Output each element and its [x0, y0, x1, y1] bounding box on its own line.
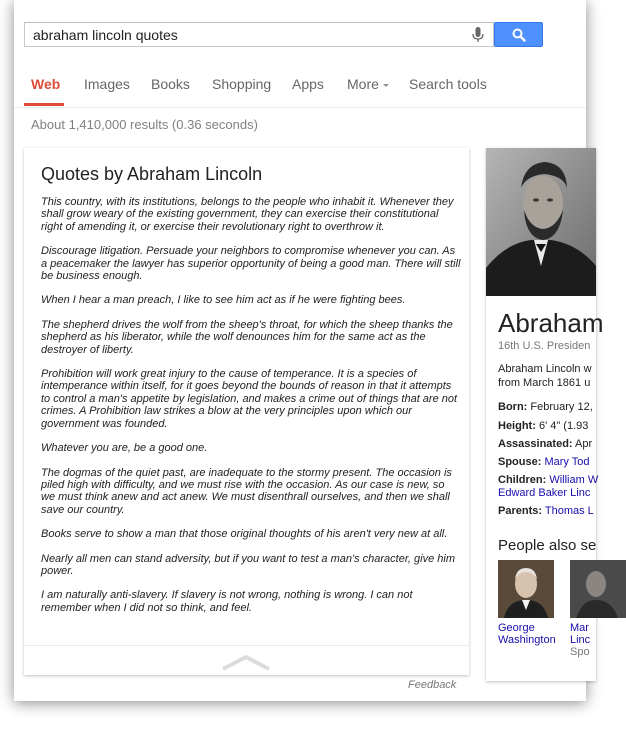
fact-parents: [498, 505, 594, 517]
related-person-thumbnail[interactable]: [570, 560, 626, 618]
quote-item: When I hear a man preach, I like to see him act as if he were fighting bees.: [41, 294, 406, 307]
quote-item: This country, with its institutions, belongs to the people who inhabit it. Whenever they shall grow weary of the existing government, they can exercise their constitutional right of amending it, or exercise their revolutionary right to overthrow it.: [41, 196, 454, 233]
quote-item: Whatever you are, be a good one.: [41, 442, 208, 455]
search-input[interactable]: [24, 22, 494, 47]
card-divider: [24, 645, 469, 646]
search-results-page: [14, 0, 604, 701]
related-person-thumbnail[interactable]: [498, 560, 554, 618]
entity-subtitle: 16th U.S. Presiden: [498, 340, 591, 352]
search-query-text: abraham lincoln quotes: [33, 27, 178, 43]
tab-more-label: More: [347, 76, 379, 92]
people-also-search-heading: People also se: [498, 537, 597, 554]
feedback-link[interactable]: Feedback: [408, 679, 457, 691]
fact-label: Assassinated:: [498, 438, 573, 450]
caret-down-icon: [383, 84, 389, 87]
fact-born: [498, 401, 593, 413]
related-person-label[interactable]: [570, 622, 590, 658]
quote-item: The dogmas of the quiet past, are inadequate to the stormy present. The occasion is piled high with difficulty, and we must rise with the occasion. As our case is new, so we must think anew and act anew. We must disenthrall ourselves, and then we shall save our country.: [41, 466, 452, 516]
fact-value: Apr: [572, 438, 593, 450]
fact-label: Parents:: [498, 505, 543, 517]
related-person-name: George: [498, 622, 535, 634]
related-person-name: Mar: [570, 622, 589, 634]
chevron-up-icon[interactable]: [221, 653, 271, 671]
parent-link[interactable]: Thomas L: [542, 505, 594, 517]
description-line: from March 1861 u: [498, 377, 591, 389]
related-person-label[interactable]: [498, 622, 556, 646]
tab-search-tools[interactable]: Search tools: [409, 76, 487, 92]
search-tabs: [14, 60, 586, 108]
related-person-subtitle: Spo: [570, 646, 590, 658]
fact-label: Born:: [498, 401, 528, 413]
fact-assassinated: [498, 438, 592, 450]
tab-images[interactable]: Images: [84, 76, 130, 92]
child-link[interactable]: Edward Baker Linc: [498, 487, 591, 499]
fact-label: Height:: [498, 420, 536, 432]
fact-spouse: [498, 456, 590, 468]
related-person-name: Linc: [570, 634, 591, 646]
fact-label: Spouse:: [498, 456, 542, 468]
tab-books[interactable]: Books: [151, 76, 190, 92]
entity-name: Abraham: [498, 308, 604, 338]
fact-value: February 12,: [527, 401, 593, 413]
tab-web[interactable]: Web: [31, 76, 61, 92]
quote-item: The shepherd drives the wolf from the sheep's throat, for which the sheep thanks the shepherd as his liberator, while the wolf denounces him for the same act as the destroyer of liberty.: [41, 318, 453, 356]
results-stats: About 1,410,000 results (0.36 seconds): [31, 117, 258, 132]
child-link[interactable]: William W: [546, 474, 599, 486]
microphone-icon[interactable]: [471, 26, 485, 44]
search-icon: [512, 28, 526, 42]
related-person-name: Washington: [498, 634, 556, 646]
quote-item: Nearly all men can stand adversity, but if you want to test a man's character, give him power.: [41, 552, 455, 577]
tab-more[interactable]: [347, 76, 389, 92]
search-button[interactable]: [494, 22, 543, 47]
description-line: Abraham Lincoln w: [498, 363, 592, 375]
fact-children-continued: [498, 487, 590, 499]
quote-item: Books serve to show a man that those original thoughts of his aren't very new at all.: [41, 528, 448, 541]
quote-item: Prohibition will work great injury to the cause of temperance. It is a species of intemperance within itself, for it goes beyond the bounds of reason in that it attempts to control a man's appetite by legislation, and makes a crime out of things that are not crimes. A Prohibition law strikes a blow at the very principles upon which our government was founded.: [41, 368, 458, 430]
knowledge-panel: [486, 148, 604, 681]
fact-label: Children:: [498, 474, 547, 486]
quotes-title: Quotes by Abraham Lincoln: [41, 164, 263, 184]
tab-shopping[interactable]: Shopping: [212, 76, 272, 92]
fact-value: 6' 4" (1.93: [535, 420, 589, 432]
fact-children: [498, 474, 598, 486]
quote-item: Discourage litigation. Persuade your neighbors to compromise whenever you can. As a peacemaker the lawyer has superior opportunity of being a good man. There will still be business enough.: [41, 245, 461, 283]
tab-apps[interactable]: Apps: [292, 76, 324, 92]
spouse-link[interactable]: Mary Tod: [541, 456, 590, 468]
quote-item: I am naturally anti-slavery. If slavery is not wrong, nothing is wrong. I can not remember when I did not so think, and feel.: [41, 589, 413, 614]
entity-description: [498, 362, 592, 390]
active-tab-indicator: [24, 103, 64, 106]
quotes-card: [24, 148, 469, 675]
fact-height: [498, 420, 588, 432]
lincoln-portrait[interactable]: [486, 148, 596, 296]
quotes-list: [41, 196, 461, 626]
